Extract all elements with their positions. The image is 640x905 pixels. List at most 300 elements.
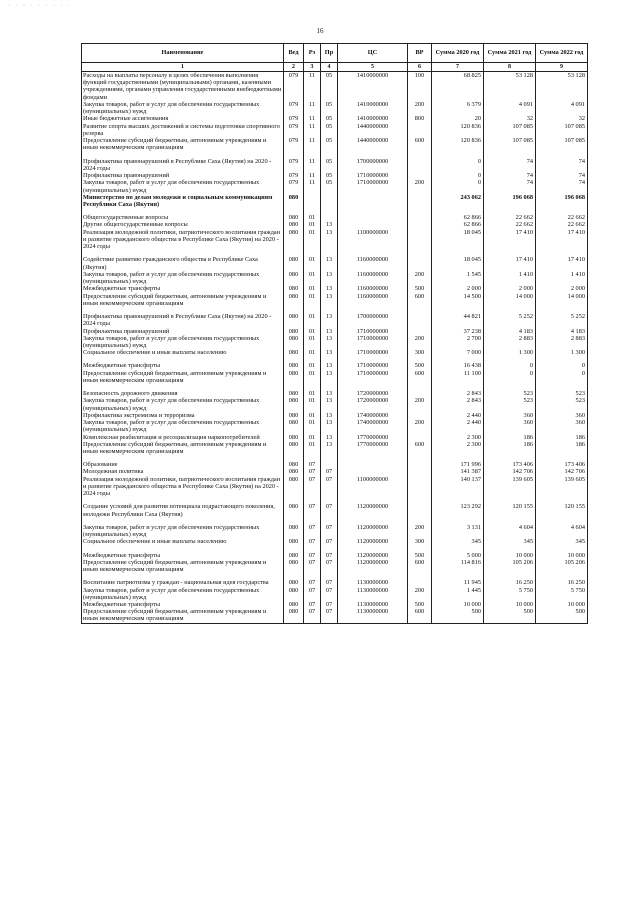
cell-sum-2020: 44 821 (432, 313, 484, 327)
cell-vr: 200 (408, 397, 432, 411)
cell-sum-2020: 120 836 (432, 137, 484, 151)
cell-ved: 080 (284, 370, 304, 384)
cell-vr: 500 (408, 362, 432, 369)
cell-sum-2021: 173 406 (484, 461, 536, 468)
cell-ved: 079 (284, 158, 304, 172)
cell-sum-2022: 105 206 (536, 559, 588, 573)
table-row (82, 468, 588, 475)
cell-cs: 1700000000 (338, 313, 408, 327)
cell-pr: 13 (321, 293, 338, 307)
cell-sum-2020: 141 387 (432, 468, 484, 475)
cell-vr (408, 172, 432, 179)
cell-ved: 080 (284, 256, 304, 270)
column-number: 5 (338, 63, 408, 72)
cell-pr: 13 (321, 419, 338, 433)
column-number: 8 (484, 63, 536, 72)
cell-cs: 1160000000 (338, 256, 408, 270)
cell-sum-2021: 0 (484, 370, 536, 384)
cell-sum-2022: 120 155 (536, 503, 588, 517)
cell-pr: 13 (321, 328, 338, 335)
scan-dots: · · · · · · · · · (8, 3, 72, 9)
cell-rz: 07 (304, 461, 321, 468)
cell-pr: 07 (321, 601, 338, 608)
cell-sum-2021: 186 (484, 434, 536, 441)
cell-sum-2022: 2 000 (536, 285, 588, 292)
cell-sum-2021: 2 000 (484, 285, 536, 292)
cell-name: Расходы на выплаты персоналу в целях обеспечения выполнения функций государственными (муниципальными) органами, казенными учреждениями, органами управления государственными внебюджетными фондами (82, 72, 284, 101)
cell-pr: 13 (321, 397, 338, 411)
table-row (82, 461, 588, 468)
cell-sum-2022: 139 605 (536, 476, 588, 498)
cell-sum-2021: 120 155 (484, 503, 536, 517)
table-body (82, 72, 588, 624)
cell-cs (338, 214, 408, 221)
table-row (82, 434, 588, 441)
cell-cs: 1120000000 (338, 524, 408, 538)
cell-sum-2022: 16 250 (536, 579, 588, 586)
cell-sum-2021: 10 000 (484, 601, 536, 608)
cell-rz: 01 (304, 313, 321, 327)
cell-sum-2021: 4 091 (484, 101, 536, 115)
cell-sum-2021: 4 604 (484, 524, 536, 538)
cell-rz: 01 (304, 293, 321, 307)
cell-sum-2021: 105 206 (484, 559, 536, 573)
cell-sum-2020: 20 (432, 115, 484, 122)
cell-ved: 080 (284, 461, 304, 468)
cell-vr: 200 (408, 271, 432, 285)
cell-sum-2020: 500 (432, 608, 484, 623)
cell-pr: 05 (321, 101, 338, 115)
cell-pr: 13 (321, 313, 338, 327)
cell-sum-2021: 139 605 (484, 476, 536, 498)
table-row (82, 229, 588, 251)
cell-vr (408, 313, 432, 327)
cell-sum-2022: 173 406 (536, 461, 588, 468)
cell-sum-2022: 360 (536, 419, 588, 433)
cell-sum-2020: 2 843 (432, 390, 484, 397)
cell-pr: 13 (321, 434, 338, 441)
table-row (82, 397, 588, 411)
cell-pr: 13 (321, 362, 338, 369)
table-row (82, 441, 588, 455)
cell-ved: 080 (284, 538, 304, 545)
table-row (82, 538, 588, 545)
cell-cs (338, 221, 408, 228)
cell-vr: 200 (408, 524, 432, 538)
cell-pr: 07 (321, 608, 338, 623)
cell-name: Реализация молодежной политики, патриотического воспитания граждан и развитие гражданского общества в Республике Саха (Якутия) на 2020 - 2024 годы (82, 476, 284, 498)
cell-sum-2021: 500 (484, 608, 536, 623)
cell-rz: 07 (304, 587, 321, 601)
cell-rz: 01 (304, 256, 321, 270)
cell-sum-2021: 186 (484, 441, 536, 455)
cell-sum-2020: 16 438 (432, 362, 484, 369)
cell-sum-2021: 107 085 (484, 123, 536, 137)
cell-sum-2021: 1 410 (484, 271, 536, 285)
cell-sum-2020: 18 045 (432, 229, 484, 251)
cell-pr: 13 (321, 412, 338, 419)
cell-sum-2020: 2 000 (432, 285, 484, 292)
cell-name: Предоставление субсидий бюджетным, автономным учреждениям и иным некоммерческим организациям (82, 293, 284, 307)
cell-sum-2020: 120 836 (432, 123, 484, 137)
cell-ved: 080 (284, 397, 304, 411)
cell-sum-2022: 10 000 (536, 601, 588, 608)
cell-pr: 05 (321, 172, 338, 179)
cell-name: Социальное обеспечение и иные выплаты населению (82, 349, 284, 356)
cell-cs: 1720000000 (338, 397, 408, 411)
cell-cs: 1710000000 (338, 362, 408, 369)
cell-rz: 07 (304, 601, 321, 608)
header-vr: ВР (408, 44, 432, 63)
cell-name: Образование (82, 461, 284, 468)
table-row (82, 476, 588, 498)
cell-cs: 1130000000 (338, 587, 408, 601)
cell-pr: 05 (321, 179, 338, 193)
cell-ved: 079 (284, 123, 304, 137)
table-row (82, 313, 588, 327)
cell-sum-2022: 5 252 (536, 313, 588, 327)
table-row (82, 601, 588, 608)
cell-cs: 1410000000 (338, 115, 408, 122)
table-row (82, 256, 588, 270)
cell-pr: 07 (321, 538, 338, 545)
cell-name: Социальное обеспечение и иные выплаты населению (82, 538, 284, 545)
cell-sum-2021: 74 (484, 172, 536, 179)
cell-sum-2022: 22 662 (536, 214, 588, 221)
cell-name: Создание условий для развития потенциала подрастающего поколения, молодежи Республики Саха (Якутия) (82, 503, 284, 517)
cell-sum-2022: 142 706 (536, 468, 588, 475)
column-number: 3 (304, 63, 321, 72)
cell-sum-2020: 7 000 (432, 349, 484, 356)
cell-sum-2021: 17 410 (484, 256, 536, 270)
cell-vr (408, 221, 432, 228)
cell-sum-2021: 22 662 (484, 221, 536, 228)
cell-name: Закупка товаров, работ и услуг для обеспечения государственных (муниципальных) нужд (82, 101, 284, 115)
cell-sum-2021: 74 (484, 179, 536, 193)
cell-sum-2021: 360 (484, 419, 536, 433)
cell-rz: 01 (304, 271, 321, 285)
table-row (82, 194, 588, 208)
cell-ved: 080 (284, 601, 304, 608)
table-row (82, 390, 588, 397)
cell-vr: 500 (408, 601, 432, 608)
cell-vr: 600 (408, 559, 432, 573)
table-row (82, 559, 588, 573)
cell-vr: 200 (408, 419, 432, 433)
cell-sum-2022: 4 091 (536, 101, 588, 115)
column-number: 6 (408, 63, 432, 72)
cell-rz: 01 (304, 434, 321, 441)
cell-ved: 080 (284, 412, 304, 419)
cell-cs: 1710000000 (338, 172, 408, 179)
cell-vr (408, 476, 432, 498)
cell-cs: 1770000000 (338, 434, 408, 441)
cell-name: Профилактика правонарушений (82, 172, 284, 179)
cell-ved: 080 (284, 559, 304, 573)
cell-cs: 1120000000 (338, 503, 408, 517)
cell-sum-2021: 5 252 (484, 313, 536, 327)
cell-pr: 07 (321, 476, 338, 498)
cell-sum-2022: 4 604 (536, 524, 588, 538)
table-row (82, 285, 588, 292)
cell-pr: 13 (321, 441, 338, 455)
table-row (82, 214, 588, 221)
cell-rz: 01 (304, 397, 321, 411)
table-row (82, 608, 588, 623)
cell-ved: 079 (284, 179, 304, 193)
cell-sum-2021: 523 (484, 397, 536, 411)
cell-sum-2022: 186 (536, 434, 588, 441)
cell-sum-2021: 523 (484, 390, 536, 397)
cell-sum-2022: 2 883 (536, 335, 588, 349)
cell-sum-2022: 4 183 (536, 328, 588, 335)
cell-vr (408, 214, 432, 221)
table-row (82, 123, 588, 137)
cell-sum-2020: 68 825 (432, 72, 484, 101)
cell-vr (408, 412, 432, 419)
table-row (82, 271, 588, 285)
cell-ved: 079 (284, 101, 304, 115)
cell-sum-2020: 2 300 (432, 441, 484, 455)
cell-sum-2020: 140 137 (432, 476, 484, 498)
cell-rz: 11 (304, 172, 321, 179)
cell-pr: 13 (321, 349, 338, 356)
cell-sum-2022: 1 410 (536, 271, 588, 285)
cell-name: Иные бюджетные ассигнования (82, 115, 284, 122)
cell-name: Безопасность дорожного движения (82, 390, 284, 397)
cell-cs: 1120000000 (338, 552, 408, 559)
cell-sum-2022: 74 (536, 179, 588, 193)
cell-name: Профилактика правонарушений (82, 328, 284, 335)
cell-sum-2020: 10 000 (432, 601, 484, 608)
cell-vr: 500 (408, 285, 432, 292)
cell-sum-2022: 74 (536, 158, 588, 172)
cell-sum-2020: 3 131 (432, 524, 484, 538)
cell-sum-2021: 17 410 (484, 229, 536, 251)
cell-rz: 01 (304, 349, 321, 356)
cell-vr: 600 (408, 293, 432, 307)
cell-vr (408, 229, 432, 251)
cell-sum-2020: 62 866 (432, 214, 484, 221)
cell-name: Предоставление субсидий бюджетным, автономным учреждениям и иным некоммерческим организациям (82, 137, 284, 151)
cell-sum-2022: 1 300 (536, 349, 588, 356)
cell-name: Профилактика правонарушений в Республике Саха (Якутия) на 2020 - 2024 годы (82, 313, 284, 327)
cell-ved: 080 (284, 419, 304, 433)
table-row (82, 587, 588, 601)
cell-rz: 11 (304, 137, 321, 151)
cell-sum-2020: 11 100 (432, 370, 484, 384)
cell-pr (321, 214, 338, 221)
cell-sum-2020: 2 843 (432, 397, 484, 411)
cell-pr: 07 (321, 587, 338, 601)
cell-name: Межбюджетные трансферты (82, 552, 284, 559)
cell-pr: 07 (321, 579, 338, 586)
cell-name: Предоставление субсидий бюджетным, автономным учреждениям и иным некоммерческим организациям (82, 370, 284, 384)
cell-vr: 300 (408, 349, 432, 356)
cell-rz: 07 (304, 476, 321, 498)
table-row (82, 115, 588, 122)
cell-cs: 1160000000 (338, 271, 408, 285)
table-row (82, 579, 588, 586)
cell-sum-2021: 10 000 (484, 552, 536, 559)
cell-sum-2021: 345 (484, 538, 536, 545)
table-row (82, 552, 588, 559)
table-row (82, 158, 588, 172)
cell-name: Закупка товаров, работ и услуг для обеспечения государственных (муниципальных) нужд (82, 271, 284, 285)
cell-sum-2021: 74 (484, 158, 536, 172)
cell-sum-2020: 6 379 (432, 101, 484, 115)
cell-vr (408, 158, 432, 172)
cell-cs: 1160000000 (338, 285, 408, 292)
cell-name: Закупка товаров, работ и услуг для обеспечения государственных (муниципальных) нужд (82, 397, 284, 411)
cell-name: Воспитание патриотизма у граждан - национальная идея государства (82, 579, 284, 586)
cell-name: Межбюджетные трансферты (82, 601, 284, 608)
header-sum-2021: Сумма 2021 год (484, 44, 536, 63)
cell-name: Предоставление субсидий бюджетным, автономным учреждениям и иным некоммерческим организациям (82, 441, 284, 455)
page-number: 16 (316, 27, 324, 35)
cell-rz: 01 (304, 229, 321, 251)
cell-rz (304, 194, 321, 208)
cell-sum-2020: 18 045 (432, 256, 484, 270)
cell-pr: 07 (321, 468, 338, 475)
cell-ved: 080 (284, 503, 304, 517)
cell-name: Министерство по делам молодежи и социальным коммуникациям Республики Саха (Якутия) (82, 194, 284, 208)
cell-rz: 11 (304, 101, 321, 115)
cell-cs: 1440000000 (338, 123, 408, 137)
cell-sum-2022: 10 000 (536, 552, 588, 559)
cell-cs: 1740000000 (338, 412, 408, 419)
cell-rz: 07 (304, 468, 321, 475)
cell-ved: 080 (284, 194, 304, 208)
cell-ved: 080 (284, 221, 304, 228)
cell-vr (408, 328, 432, 335)
cell-ved: 080 (284, 552, 304, 559)
cell-pr: 13 (321, 335, 338, 349)
cell-sum-2021: 2 883 (484, 335, 536, 349)
cell-sum-2022: 196 068 (536, 194, 588, 208)
cell-sum-2022: 107 085 (536, 137, 588, 151)
cell-sum-2021: 360 (484, 412, 536, 419)
cell-sum-2022: 345 (536, 538, 588, 545)
cell-rz: 11 (304, 115, 321, 122)
cell-rz: 07 (304, 552, 321, 559)
cell-name: Закупка товаров, работ и услуг для обеспечения государственных (муниципальных) нужд (82, 335, 284, 349)
cell-pr: 13 (321, 221, 338, 228)
cell-cs: 1710000000 (338, 328, 408, 335)
cell-pr (321, 461, 338, 468)
cell-sum-2022: 523 (536, 397, 588, 411)
cell-vr (408, 461, 432, 468)
cell-name: Закупка товаров, работ и услуг для обеспечения государственных (муниципальных) нужд (82, 587, 284, 601)
table-row (82, 179, 588, 193)
cell-sum-2021: 22 662 (484, 214, 536, 221)
cell-sum-2022: 0 (536, 362, 588, 369)
cell-sum-2020: 0 (432, 172, 484, 179)
cell-pr: 07 (321, 524, 338, 538)
table-row (82, 503, 588, 517)
cell-ved: 079 (284, 115, 304, 122)
cell-vr: 200 (408, 335, 432, 349)
cell-rz: 01 (304, 390, 321, 397)
cell-vr (408, 256, 432, 270)
cell-pr: 13 (321, 370, 338, 384)
cell-sum-2022: 523 (536, 390, 588, 397)
cell-name: Закупка товаров, работ и услуг для обеспечения государственных (муниципальных) нужд (82, 524, 284, 538)
cell-cs: 1710000000 (338, 335, 408, 349)
cell-cs: 1770000000 (338, 441, 408, 455)
cell-sum-2020: 5 000 (432, 552, 484, 559)
cell-vr: 600 (408, 370, 432, 384)
cell-vr: 200 (408, 101, 432, 115)
cell-sum-2021: 16 250 (484, 579, 536, 586)
cell-rz: 01 (304, 221, 321, 228)
cell-ved: 080 (284, 362, 304, 369)
table-row (82, 221, 588, 228)
column-number: 4 (321, 63, 338, 72)
cell-cs: 1120000000 (338, 559, 408, 573)
cell-pr: 13 (321, 229, 338, 251)
cell-name: Межбюджетные трансферты (82, 285, 284, 292)
cell-cs: 1700000000 (338, 158, 408, 172)
cell-pr: 05 (321, 137, 338, 151)
table-row (82, 172, 588, 179)
cell-name: Общегосударственные вопросы (82, 214, 284, 221)
cell-rz: 01 (304, 370, 321, 384)
cell-name: Закупка товаров, работ и услуг для обеспечения государственных (муниципальных) нужд (82, 179, 284, 193)
cell-sum-2021: 32 (484, 115, 536, 122)
header-sum-2020: Сумма 2020 год (432, 44, 484, 63)
cell-name: Закупка товаров, работ и услуг для обеспечения государственных (муниципальных) нужд (82, 419, 284, 433)
cell-sum-2020: 123 292 (432, 503, 484, 517)
cell-pr: 05 (321, 115, 338, 122)
cell-cs: 1130000000 (338, 579, 408, 586)
cell-cs: 1100000000 (338, 229, 408, 251)
cell-vr (408, 194, 432, 208)
cell-sum-2020: 1 445 (432, 587, 484, 601)
cell-pr: 07 (321, 559, 338, 573)
cell-ved: 080 (284, 313, 304, 327)
cell-sum-2020: 345 (432, 538, 484, 545)
cell-sum-2021: 53 128 (484, 72, 536, 101)
cell-name: Предоставление субсидий бюджетным, автономным учреждениям и иным некоммерческим организациям (82, 608, 284, 623)
cell-pr: 13 (321, 271, 338, 285)
cell-cs: 1710000000 (338, 349, 408, 356)
cell-ved: 079 (284, 172, 304, 179)
cell-cs: 1710000000 (338, 370, 408, 384)
cell-ved: 080 (284, 271, 304, 285)
cell-sum-2022: 5 750 (536, 587, 588, 601)
cell-cs: 1440000000 (338, 137, 408, 151)
cell-pr: 07 (321, 552, 338, 559)
table-row (82, 335, 588, 349)
cell-cs: 1720000000 (338, 390, 408, 397)
cell-ved: 080 (284, 608, 304, 623)
cell-sum-2021: 4 183 (484, 328, 536, 335)
table-header-row (82, 44, 588, 63)
table-row (82, 524, 588, 538)
cell-ved: 080 (284, 476, 304, 498)
cell-rz: 07 (304, 503, 321, 517)
cell-vr (408, 579, 432, 586)
cell-sum-2022: 107 085 (536, 123, 588, 137)
cell-cs: 1130000000 (338, 601, 408, 608)
cell-sum-2022: 17 410 (536, 229, 588, 251)
cell-ved: 080 (284, 285, 304, 292)
cell-sum-2020: 37 238 (432, 328, 484, 335)
cell-cs: 1740000000 (338, 419, 408, 433)
cell-vr: 600 (408, 608, 432, 623)
cell-sum-2021: 1 300 (484, 349, 536, 356)
